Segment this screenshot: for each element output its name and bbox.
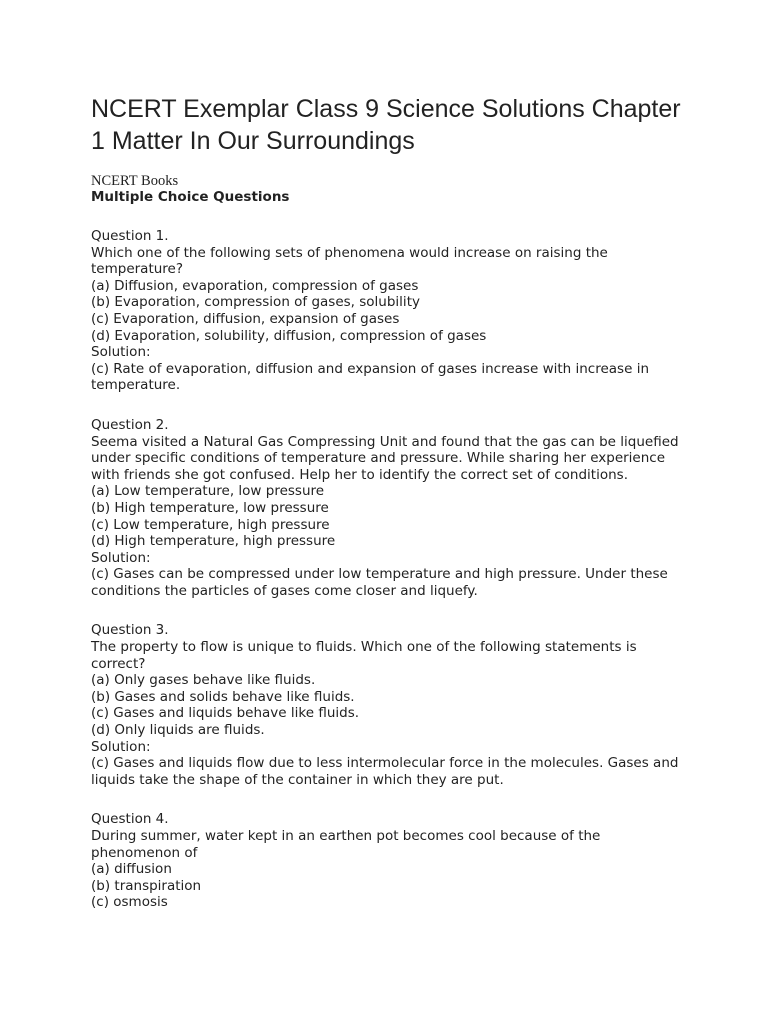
question-block xyxy=(91,228,681,394)
question-text: The property to flow is unique to fluids. Which one of the following statements is correct? xyxy=(91,639,637,672)
section-heading: Multiple Choice Questions xyxy=(91,189,290,205)
solution-text: (c) Gases and liquids flow due to less intermolecular force in the molecules. Gases and liquids take the shape of the container in which they are put. xyxy=(91,755,679,788)
question-block xyxy=(91,622,681,788)
option-b: (b) Gases and solids behave like fluids. xyxy=(91,688,355,705)
question-label: Question 2. xyxy=(91,416,169,433)
question-text: Which one of the following sets of phenomena would increase on raising the temperature? xyxy=(91,244,608,278)
solution-text: (c) Gases can be compressed under low temperature and high pressure. Under these conditions the particles of gases come closer and liquefy. xyxy=(91,566,668,599)
option-a: (a) Low temperature, low pressure xyxy=(91,483,325,500)
question-label: Question 3. xyxy=(91,622,169,639)
question-text: During summer, water kept in an earthen pot becomes cool because of the phenomenon of xyxy=(91,828,601,861)
option-d: (d) Only liquids are fluids. xyxy=(91,722,265,739)
page-title: NCERT Exemplar Class 9 Science Solutions Chapter 1 Matter In Our Surroundings xyxy=(91,95,681,155)
question-block xyxy=(91,417,681,600)
option-b: (b) Evaporation, compression of gases, solubility xyxy=(91,294,420,311)
option-c: (c) Gases and liquids behave like fluids. xyxy=(91,705,360,722)
option-a: (a) Diffusion, evaporation, compression of gases xyxy=(91,277,419,294)
solution-label: Solution: xyxy=(91,549,151,566)
document-page xyxy=(91,93,681,911)
option-a: (a) Only gases behave like fluids. xyxy=(91,672,316,689)
question-label: Question 4. xyxy=(91,811,169,828)
option-c: (c) osmosis xyxy=(91,894,168,911)
option-b: (b) High temperature, low pressure xyxy=(91,499,329,516)
question-text: Seema visited a Natural Gas Compressing Unit and found that the gas can be liquefied under specific conditions of temperature and pressure. While sharing her experience with friends she got confused. Help her to identify the correct set of conditions. xyxy=(91,433,679,483)
ncert-books-link[interactable]: NCERT Books xyxy=(91,173,179,189)
option-a: (a) diffusion xyxy=(91,861,172,878)
option-d: (d) High temperature, high pressure xyxy=(91,533,336,550)
solution-label: Solution: xyxy=(91,738,151,755)
question-block xyxy=(91,811,681,911)
option-c: (c) Evaporation, diffusion, expansion of gases xyxy=(91,310,400,327)
option-d: (d) Evaporation, solubility, diffusion, compression of gases xyxy=(91,327,487,344)
solution-label: Solution: xyxy=(91,344,151,361)
solution-text: (c) Rate of evaporation, diffusion and expansion of gases increase with increase in temperature. xyxy=(91,360,649,394)
option-c: (c) Low temperature, high pressure xyxy=(91,516,330,533)
question-label: Question 1. xyxy=(91,228,169,244)
option-b: (b) transpiration xyxy=(91,877,202,894)
